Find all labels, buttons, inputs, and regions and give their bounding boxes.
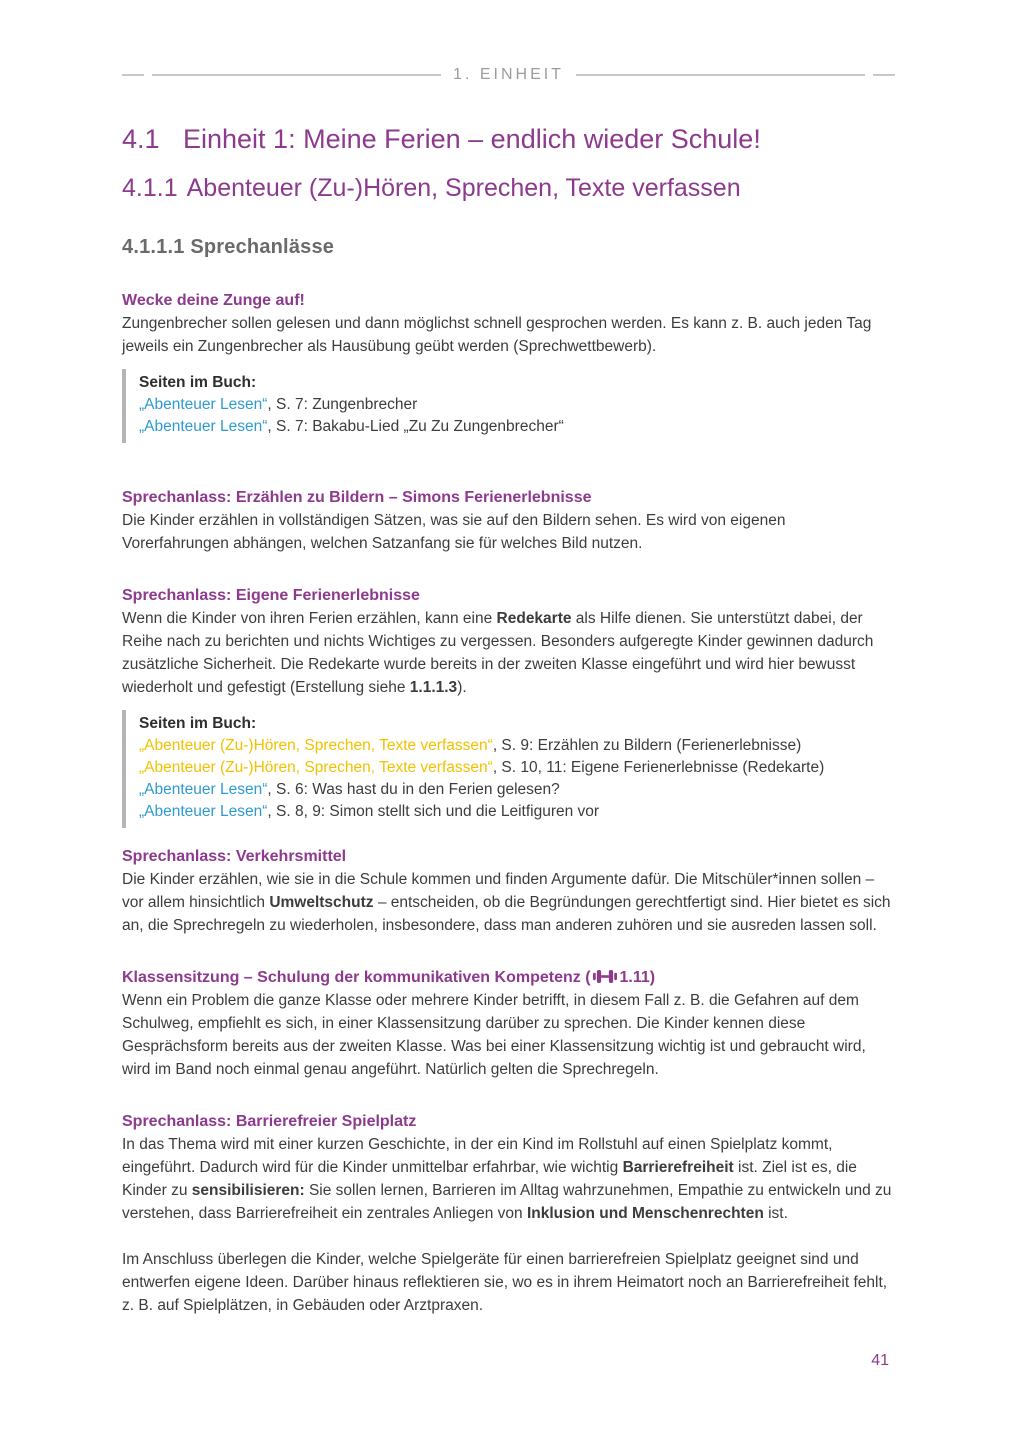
paragraph-erzaehlen-zu-bildern: Die Kinder erzählen in vollständigen Sätzen, was sie auf den Bildern sehen. Es wird von eigenen Vorerfahrungen abhängen, welchen Satzanfang sie für welches Bild nutzen.: [122, 512, 786, 552]
paragraph-verkehrsmittel: [122, 868, 895, 937]
text-run: als Hilfe dienen. Sie unterstützt dabei, der Reihe nach zu berichten und nichts Wichtiges zu vergessen. Besonders aufgeregte Kinder gewinnen dadurch zusätzliche Sicherheit. Die Redekarte wurde bereits in der zweiten Klasse eingeführt und wird hier bewusst wiederholt und gefestigt (Erstellung siehe: [122, 610, 874, 696]
box-title: Seiten im Buch:: [139, 715, 257, 732]
section-heading-text: Abenteuer (Zu-)Hören, Sprechen, Texte verfassen: [186, 174, 741, 202]
bold-term-umweltschutz: Umweltschutz: [269, 894, 374, 911]
text-run: Sie sollen lernen, Barrieren im Alltag wahrzunehmen, Empathie zu entwickeln und zu verstehen, dass Barrierefreiheit ein zentrales Anliegen von: [122, 1182, 892, 1222]
book-pages-box-2: [122, 710, 895, 828]
book-reference: [139, 394, 895, 416]
chapter-heading-text: Einheit 1: Meine Ferien – endlich wieder Schule!: [183, 124, 761, 154]
running-header-title: 1. EINHEIT: [453, 66, 564, 83]
text-run: – entscheiden, ob die Begründungen gerechtfertigt sind. Hier bietet es sich an, die Sprechregeln zu wiederholen, insbesondere, dass man anderen zuhören und sie ausreden lassen soll.: [122, 894, 891, 934]
book-title-link: „Abenteuer (Zu-)Hören, Sprechen, Texte verfassen“: [139, 737, 493, 754]
paragraph-barrierefreier-spielplatz: [122, 1133, 895, 1225]
header-rule-right: [576, 74, 895, 76]
book-reference-detail: , S. 7: Zungenbrecher: [267, 396, 418, 413]
paragraph-zungenbrecher: Zungenbrecher sollen gelesen und dann möglichst schnell gesprochen werden. Es kann z. B. auch jeden Tag jeweils ein Zungenbrecher als Hausübung geübt werden (Sprechwettbewerb).: [122, 315, 872, 355]
paragraph-spielgeraete: Im Anschluss überlegen die Kinder, welche Spielgeräte für einen barrierefreien Spielplatz geeignet sind und entwerfen eigene Ideen. Darüber hinaus reflektieren sie, wo es in ihrem Heimatort noch an Barrierefreiheit fehlt, z. B. auf Spielplätzen, in Gebäuden oder Arztpraxen.: [122, 1251, 888, 1314]
book-title-link: „Abenteuer (Zu-)Hören, Sprechen, Texte verfassen“: [139, 759, 493, 776]
bold-term-sensibilisieren: sensibilisieren:: [191, 1182, 305, 1199]
dumbbell-icon: [593, 969, 617, 984]
text-run: ).: [457, 679, 467, 696]
section-heading: [122, 172, 895, 204]
bold-cross-reference: 1.1.1.3: [409, 679, 458, 696]
topic-title-barrierefreier-spielplatz: Sprechanlass: Barrierefreier Spielplatz: [122, 1113, 417, 1130]
book-reference: [139, 801, 895, 823]
topic-title-erzaehlen-zu-bildern: Sprechanlass: Erzählen zu Bildern – Simons Ferienerlebnisse: [122, 489, 592, 506]
bold-term-redekarte: Redekarte: [496, 610, 572, 627]
text-run: ist. Ziel ist es, die Kinder zu: [122, 1159, 857, 1199]
page-number: 41: [871, 1352, 889, 1369]
book-reference: [139, 757, 895, 779]
book-title-link: „Abenteuer Lesen“: [139, 396, 268, 413]
chapter-heading-number: 4.1: [122, 124, 160, 154]
book-reference-detail: , S. 7: Bakabu-Lied „Zu Zu Zungenbrecher“: [267, 418, 564, 435]
paragraph-klassensitzung: Wenn ein Problem die ganze Klasse oder mehrere Kinder betrifft, in diesem Fall z. B. die Gefahren auf dem Schulweg, empfiehlt es sich, in einer Klassensitzung darüber zu sprechen. Die Kinder kennen diese Gesprächsform bereits aus der zweiten Klasse. Was bei einer Klassensitzung wichtig ist und gebraucht wird, wird im Band noch einmal genau angeführt. Natürlich gelten die Sprechregeln.: [122, 992, 866, 1078]
paragraph-eigene-ferienerlebnisse: [122, 607, 895, 699]
topic-title-klassensitzung: [122, 967, 895, 989]
topic-title-eigene-ferienerlebnisse: Sprechanlass: Eigene Ferienerlebnisse: [122, 587, 420, 604]
book-reference-detail: , S. 9: Erzählen zu Bildern (Ferienerlebnisse): [492, 737, 802, 754]
bold-term-inklusion: Inklusion und Menschenrechten: [526, 1205, 764, 1222]
book-reference-detail: , S. 10, 11: Eigene Ferienerlebnisse (Redekarte): [492, 759, 825, 776]
text-run: In das Thema wird mit einer kurzen Geschichte, in der ein Kind im Rollstuhl auf einen Spielplatz kommt, eingeführt. Dadurch wird für die Kinder unmittelbar erfahrbar, wie wichtig: [122, 1136, 833, 1176]
text-run: Die Kinder erzählen, wie sie in die Schule kommen und finden Argumente dafür. Die Mitschüler*innen sollen – vor allem hinsichtlich: [122, 871, 875, 911]
cross-reference-number: 1.11): [619, 969, 656, 986]
book-reference: [139, 735, 895, 757]
book-title-link: „Abenteuer Lesen“: [139, 418, 268, 435]
topic-title-wecke-deine-zunge: Wecke deine Zunge auf!: [122, 292, 305, 309]
book-pages-box-1: [122, 369, 895, 443]
text-run: Wenn die Kinder von ihren Ferien erzählen, kann eine: [122, 610, 497, 627]
section-heading-number: 4.1.1: [122, 174, 178, 202]
book-reference: [139, 779, 895, 801]
text-run: Klassensitzung – Schulung der kommunikativen Kompetenz (: [122, 969, 591, 986]
book-title-link: „Abenteuer Lesen“: [139, 803, 268, 820]
running-header: [122, 64, 895, 86]
book-title-link: „Abenteuer Lesen“: [139, 781, 268, 798]
header-rule-left: [122, 74, 441, 76]
box-title: Seiten im Buch:: [139, 374, 257, 391]
book-reference-detail: , S. 6: Was hast du in den Ferien gelesen?: [267, 781, 560, 798]
subsection-heading: 4.1.1.1 Sprechanlässe: [122, 236, 335, 258]
text-run: ist.: [763, 1205, 788, 1222]
bold-term-barrierefreiheit: Barrierefreiheit: [622, 1159, 734, 1176]
book-reference: [139, 416, 895, 438]
book-reference-detail: , S. 8, 9: Simon stellt sich und die Leitfiguren vor: [267, 803, 600, 820]
chapter-heading: [122, 122, 895, 156]
topic-title-verkehrsmittel: Sprechanlass: Verkehrsmittel: [122, 848, 347, 865]
